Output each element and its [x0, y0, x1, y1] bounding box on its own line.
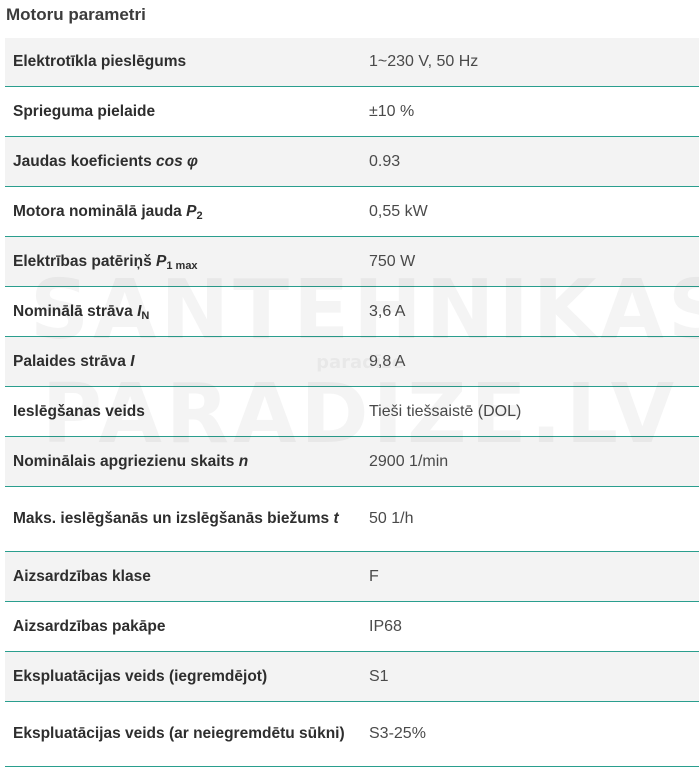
- param-subscript: 1 max: [166, 259, 198, 272]
- param-label: Nominālā strāva $I_N$: [5, 287, 355, 337]
- table-row: [5, 38, 699, 87]
- param-label: Ieslēgšanas veids: [5, 387, 355, 437]
- param-subscript: N: [141, 309, 150, 322]
- table-row: [5, 337, 699, 387]
- param-label: Aizsardzības klase: [5, 552, 355, 602]
- table-row: [5, 702, 699, 767]
- param-value: 0.93: [355, 137, 699, 187]
- table-row: [5, 237, 699, 287]
- motor-parameters-table: [5, 38, 699, 767]
- param-label: Ekspluatācijas veids (iegremdējot): [5, 652, 355, 702]
- param-label: Ekspluatācijas veids (ar neiegremdētu sūkni): [5, 702, 355, 767]
- param-symbol: I: [130, 352, 135, 370]
- table-row: [5, 187, 699, 237]
- param-value: 50 1/h: [355, 487, 699, 552]
- param-label: Palaides strāva I: [5, 337, 355, 387]
- param-value: 9,8 A: [355, 337, 699, 387]
- table-row: [5, 602, 699, 652]
- param-value: ±10 %: [355, 87, 699, 137]
- param-label: Sprieguma pielaide: [5, 87, 355, 137]
- param-value: F: [355, 552, 699, 602]
- param-label: Aizsardzības pakāpe: [5, 602, 355, 652]
- param-symbol: P: [186, 202, 197, 220]
- param-symbol: P: [156, 252, 167, 270]
- param-symbol: I: [137, 302, 142, 320]
- param-symbol: n: [238, 452, 249, 470]
- param-label: Jaudas koeficients cos φ: [5, 137, 355, 187]
- param-label: Nominālais apgriezienu skaits n: [5, 437, 355, 487]
- table-row: [5, 652, 699, 702]
- param-value: 0,55 kW: [355, 187, 699, 237]
- param-value: 3,6 A: [355, 287, 699, 337]
- table-row: [5, 287, 699, 337]
- param-value: S1: [355, 652, 699, 702]
- param-symbol: cos φ: [156, 152, 198, 170]
- section-heading: Motoru parametri: [6, 5, 146, 24]
- param-value: 750 W: [355, 237, 699, 287]
- table-row: [5, 87, 699, 137]
- table-row: [5, 487, 699, 552]
- param-value: 1~230 V, 50 Hz: [355, 38, 699, 87]
- table-row: [5, 387, 699, 437]
- param-value: S3-25%: [355, 702, 699, 767]
- param-label: Elektrības patēriņš $P_{1 max}$: [5, 237, 355, 287]
- param-label: Maks. ieslēgšanās un izslēgšanās biežums t: [5, 487, 355, 552]
- param-value: Tieši tiešsaistē (DOL): [355, 387, 699, 437]
- param-value: 2900 1/min: [355, 437, 699, 487]
- param-symbol: t: [333, 510, 339, 527]
- table-row: [5, 437, 699, 487]
- param-label: Elektrotīkla pieslēgums: [5, 38, 355, 87]
- table-row: [5, 552, 699, 602]
- param-value: IP68: [355, 602, 699, 652]
- param-subscript: 2: [196, 209, 203, 222]
- param-label: Motora nominālā jauda $P_2$: [5, 187, 355, 237]
- table-row: [5, 137, 699, 187]
